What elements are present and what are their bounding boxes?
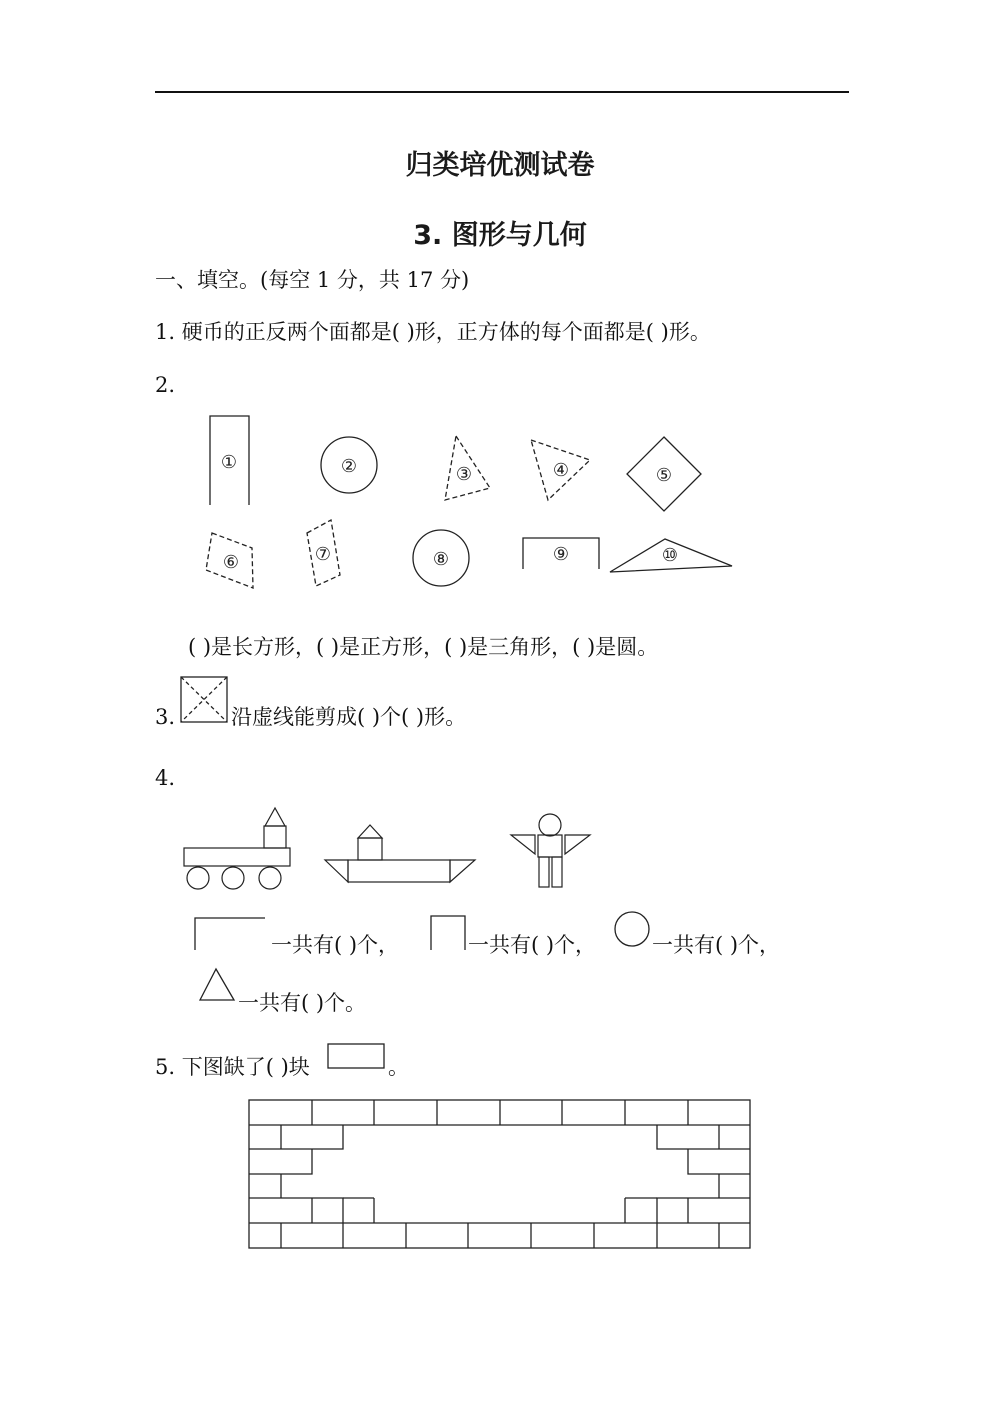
shape-8-label: ⑧	[432, 549, 450, 570]
question-4-number: 4.	[155, 766, 176, 790]
section-heading: 一、填空。(每空 1 分，共 17 分)	[155, 268, 470, 292]
shape-2-label: ②	[340, 456, 358, 477]
shape-5-label: ⑤	[655, 465, 673, 486]
shape-10-label: ⑩	[661, 545, 679, 566]
question-1: 1. 硬币的正反两个面都是( )形，正方体的每个面都是( )形。	[155, 320, 711, 344]
question-5-suffix: 。	[388, 1055, 409, 1079]
count-circles: 一共有( )个，	[652, 933, 781, 957]
shape-6-label: ⑥	[222, 552, 240, 573]
shape-3-label: ③	[455, 464, 473, 485]
question-3-number: 3.	[155, 705, 176, 729]
page-subtitle: 3. 图形与几何	[413, 220, 587, 251]
question-2-number: 2.	[155, 373, 176, 397]
shape-4-label: ④	[552, 460, 570, 481]
count-rectangles: 一共有( )个，	[271, 933, 400, 957]
page-title: 归类培优测试卷	[405, 150, 595, 181]
question-3-text: 沿虚线能剪成( )个( )形。	[231, 705, 467, 729]
shape-9-label: ⑨	[552, 544, 570, 565]
count-squares: 一共有( )个，	[468, 933, 597, 957]
count-triangles: 一共有( )个。	[238, 991, 367, 1015]
question-5-prefix: 5. 下图缺了( )块	[155, 1055, 310, 1079]
question-2-answer: ( )是长方形，( )是正方形，( )是三角形，( )是圆。	[188, 635, 659, 659]
shape-1-label: ①	[220, 452, 238, 473]
shape-7-label: ⑦	[314, 544, 332, 565]
